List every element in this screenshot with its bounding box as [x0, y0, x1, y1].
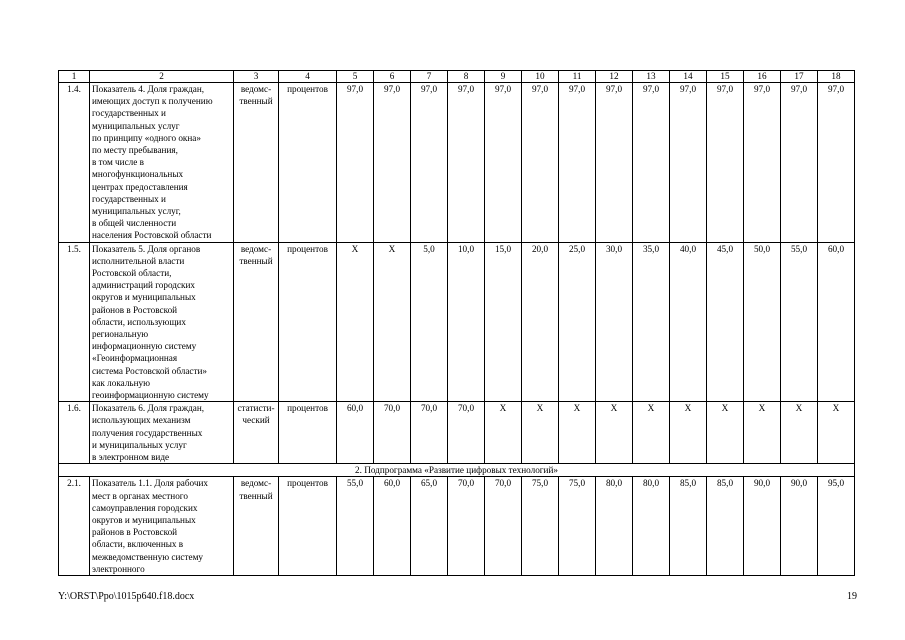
year-value: 97,0 — [522, 83, 559, 243]
year-value: Х — [744, 402, 781, 464]
year-value: 97,0 — [818, 83, 855, 243]
cell-line: Показатель 6. Доля граждан, — [92, 403, 205, 414]
cell-line: государственных и — [92, 108, 166, 119]
section-row — [59, 464, 855, 477]
cell-line: самоуправления городских — [92, 502, 198, 513]
year-value: Х — [596, 402, 633, 464]
column-number-header: 9 — [485, 71, 522, 83]
cell-line: округов и муниципальных — [92, 514, 196, 525]
column-number-header: 4 — [279, 71, 337, 83]
year-value: 55,0 — [781, 242, 818, 402]
year-value: 70,0 — [448, 477, 485, 576]
cell-line: населения Ростовской области — [92, 230, 212, 241]
year-value: 70,0 — [374, 402, 411, 464]
column-number-header: 18 — [818, 71, 855, 83]
year-value: Х — [670, 402, 707, 464]
header-row — [59, 71, 855, 83]
cell-line: районов в Ростовской — [92, 527, 178, 538]
year-value: 40,0 — [670, 242, 707, 402]
column-number-header: 17 — [781, 71, 818, 83]
cell-line: информационную систему — [92, 341, 197, 352]
cell-line: статисти- — [237, 403, 275, 414]
column-number-header: 2 — [90, 71, 234, 83]
section-title: 2. Подпрограмма «Развитие цифровых технологий» — [59, 464, 855, 477]
cell-line: муниципальных услуг — [92, 120, 180, 131]
year-value: Х — [707, 402, 744, 464]
year-value: 97,0 — [374, 83, 411, 243]
indicator-name — [90, 242, 234, 402]
cell-line: получения государственных — [92, 427, 203, 438]
cell-line: в электронном виде — [92, 452, 170, 463]
data-source — [234, 83, 279, 243]
year-value: 97,0 — [411, 83, 448, 243]
cell-line: в общей численности — [92, 218, 177, 229]
year-value: Х — [781, 402, 818, 464]
cell-line: мест в органах местного — [92, 490, 188, 501]
year-value: 97,0 — [337, 83, 374, 243]
cell-line: «Геоинформационная — [92, 353, 178, 364]
data-source — [234, 242, 279, 402]
cell-line: по месту пребывания, — [92, 145, 178, 156]
year-value: 97,0 — [485, 83, 522, 243]
cell-line: система Ростовской области» — [92, 365, 208, 376]
indicator-name — [90, 83, 234, 243]
column-number-header: 5 — [337, 71, 374, 83]
year-value: 80,0 — [596, 477, 633, 576]
cell-line: администраций городских — [92, 280, 196, 291]
year-value: 35,0 — [633, 242, 670, 402]
cell-line: исполнительной власти — [92, 255, 185, 266]
year-value: 55,0 — [337, 477, 374, 576]
year-value: 97,0 — [744, 83, 781, 243]
year-value: 85,0 — [670, 477, 707, 576]
cell-line: округов и муниципальных — [92, 292, 196, 303]
year-value: Х — [818, 402, 855, 464]
year-value: 80,0 — [633, 477, 670, 576]
row-number: 1.6. — [59, 402, 90, 464]
cell-line: ведомс- — [240, 478, 272, 489]
row-number: 1.5. — [59, 242, 90, 402]
year-value: Х — [559, 402, 596, 464]
column-number-header: 8 — [448, 71, 485, 83]
column-number-header: 10 — [522, 71, 559, 83]
cell-line: ческий — [242, 415, 270, 426]
year-value: 5,0 — [411, 242, 448, 402]
cell-line: Показатель 5. Доля органов — [92, 243, 201, 254]
year-value: 97,0 — [781, 83, 818, 243]
column-number-header: 14 — [670, 71, 707, 83]
cell-line: твенный — [239, 490, 273, 501]
year-value: 70,0 — [411, 402, 448, 464]
table-row — [59, 83, 855, 243]
row-number: 2.1. — [59, 477, 90, 576]
cell-line: по принципу «одного окна» — [92, 132, 201, 143]
cell-line: Показатель 1.1. Доля рабочих — [92, 478, 209, 489]
unit-of-measure: процентов — [279, 477, 337, 576]
cell-line: геоинформационную систему — [92, 390, 209, 401]
cell-line: ведомс- — [240, 243, 272, 254]
column-number-header: 1 — [59, 71, 90, 83]
cell-line: многофункциональных — [92, 169, 184, 180]
column-number-header: 11 — [559, 71, 596, 83]
year-value: 85,0 — [707, 477, 744, 576]
year-value: 97,0 — [707, 83, 744, 243]
year-value: 70,0 — [485, 477, 522, 576]
year-value: 75,0 — [559, 477, 596, 576]
year-value: 75,0 — [522, 477, 559, 576]
cell-line: Ростовской области, — [92, 268, 172, 279]
cell-line: государственных и — [92, 193, 166, 204]
column-number-header: 12 — [596, 71, 633, 83]
unit-of-measure: процентов — [279, 242, 337, 402]
year-value: Х — [485, 402, 522, 464]
cell-line: и муниципальных услуг — [92, 439, 187, 450]
year-value: 60,0 — [818, 242, 855, 402]
year-value: Х — [337, 242, 374, 402]
cell-line: региональную — [92, 329, 149, 340]
year-value: 25,0 — [559, 242, 596, 402]
data-source — [234, 402, 279, 464]
column-number-header: 13 — [633, 71, 670, 83]
cell-line: области, использующих — [92, 316, 186, 327]
year-value: 60,0 — [374, 477, 411, 576]
year-value: 70,0 — [448, 402, 485, 464]
table-row — [59, 477, 855, 576]
unit-of-measure: процентов — [279, 83, 337, 243]
year-value: 45,0 — [707, 242, 744, 402]
cell-line: в том числе в — [92, 157, 144, 168]
year-value: 10,0 — [448, 242, 485, 402]
year-value: 97,0 — [633, 83, 670, 243]
year-value: 97,0 — [559, 83, 596, 243]
indicators-table — [58, 70, 855, 576]
year-value: Х — [633, 402, 670, 464]
year-value: 97,0 — [670, 83, 707, 243]
row-number: 1.4. — [59, 83, 90, 243]
column-number-header: 16 — [744, 71, 781, 83]
table-row — [59, 402, 855, 464]
cell-line: Показатель 4. Доля граждан, — [92, 84, 205, 94]
cell-line: районов в Ростовской — [92, 304, 178, 315]
cell-line: центрах предоставления — [92, 181, 188, 192]
column-number-header: 6 — [374, 71, 411, 83]
cell-line: муниципальных услуг, — [92, 206, 181, 217]
year-value: 15,0 — [485, 242, 522, 402]
cell-line: ведомс- — [240, 84, 272, 94]
year-value: 90,0 — [744, 477, 781, 576]
year-value: 97,0 — [596, 83, 633, 243]
cell-line: твенный — [239, 255, 273, 266]
footer-file-path: Y:\ORST\Ppo\1015p640.f18.docx — [58, 591, 195, 602]
cell-line: электронного — [92, 563, 145, 574]
cell-line: межведомственную систему — [92, 551, 204, 562]
cell-line: твенный — [239, 96, 273, 107]
year-value: Х — [522, 402, 559, 464]
year-value: 97,0 — [448, 83, 485, 243]
year-value: 30,0 — [596, 242, 633, 402]
cell-line: как локальную — [92, 377, 150, 388]
column-number-header: 15 — [707, 71, 744, 83]
unit-of-measure: процентов — [279, 402, 337, 464]
year-value: 20,0 — [522, 242, 559, 402]
column-number-header: 7 — [411, 71, 448, 83]
cell-line: использующих механизм — [92, 415, 191, 426]
page-number: 19 — [847, 591, 857, 602]
year-value: 65,0 — [411, 477, 448, 576]
indicator-name — [90, 477, 234, 576]
year-value: 60,0 — [337, 402, 374, 464]
year-value: 50,0 — [744, 242, 781, 402]
year-value: 95,0 — [818, 477, 855, 576]
year-value: Х — [374, 242, 411, 402]
year-value: 90,0 — [781, 477, 818, 576]
column-number-header: 3 — [234, 71, 279, 83]
table-row — [59, 242, 855, 402]
cell-line: области, включенных в — [92, 539, 184, 550]
data-source — [234, 477, 279, 576]
indicator-name — [90, 402, 234, 464]
cell-line: имеющих доступ к получению — [92, 96, 213, 107]
